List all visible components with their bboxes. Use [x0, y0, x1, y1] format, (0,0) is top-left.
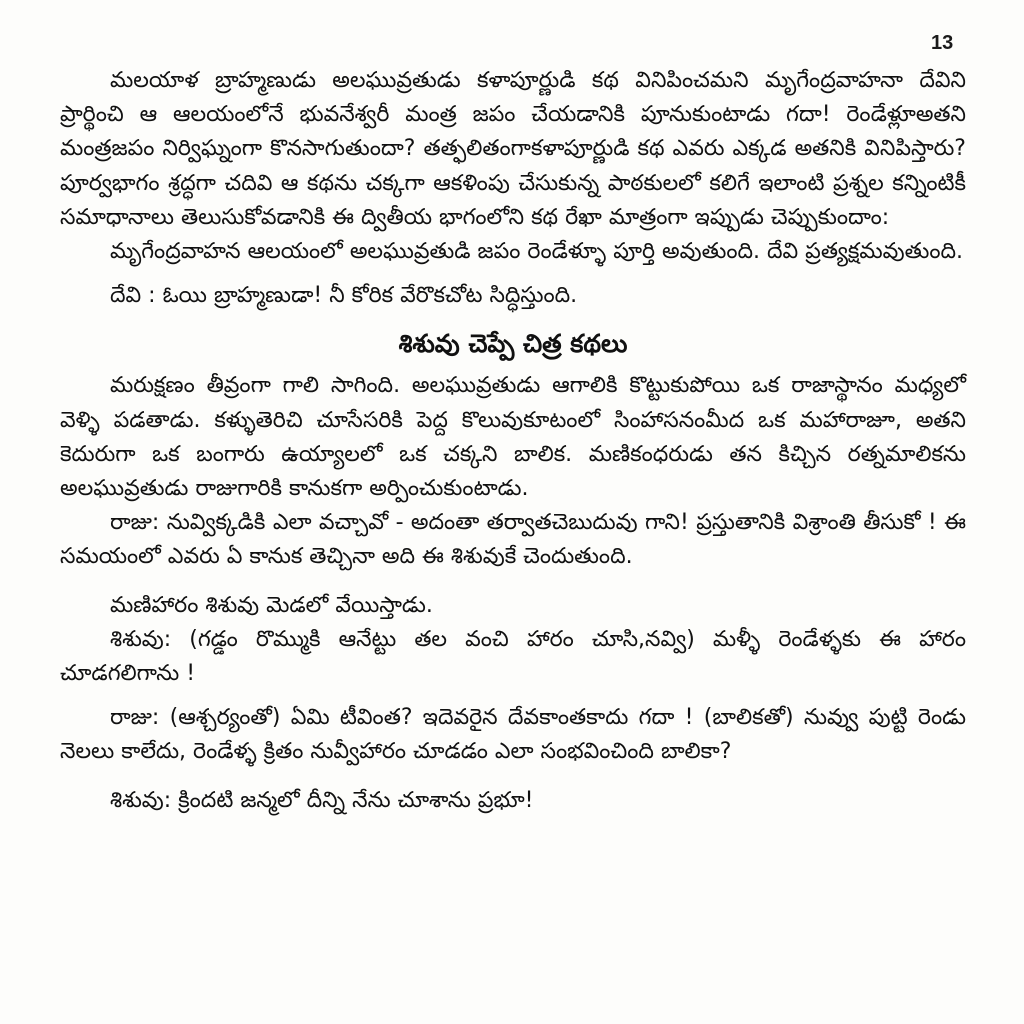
- paragraph-necklace: మణిహారం శిశువు మెడలో వేయిస్తాడు.: [110, 592, 433, 618]
- page-body: [60, 64, 966, 818]
- page-number: 13: [931, 32, 954, 54]
- section-heading: శిశువు చెప్పే చిత్ర కథలు: [398, 329, 628, 359]
- dialogue-child-2: శిశువు: క్రిందటి జన్మలో దీన్ని నేను చూశాను ప్రభూ!: [110, 787, 534, 813]
- paragraph-intro: మలయాళ బ్రాహ్మణుడు అలఘువ్రతుడు కళాపూర్ణుడి కథ వినిపించమని మృగేంద్రవాహనా దేవిని ప్రార్థించి ఆ ఆలయంలోనే భువనేశ్వరీ మంత్ర జపం చేయడానికి పూనుకుంటాడు గదా! రెండేళ్లూఅతని మంత్రజపం నిర్విఘ్నంగా కొనసాగుతుందా? తత్ఫలితంగాకళాపూర్ణుడి కథ ఎవరు ఎక్కడ అతనికి వినిపిస్తారు? పూర్వభాగం శ్రద్ధగా చదివి ఆ కథను చక్కగా ఆకళింపు చేసుకున్న పాఠకులలో కలిగే ఇలాంటి ప్రశ్నల కన్నింటికీ సమాధానాలు తెలుసుకోవడానికి ఈ ద్వితీయ భాగంలోని కథ రేఖా మాత్రంగా ఇప్పుడు చెప్పుకుందాం:: [60, 68, 966, 230]
- paragraph-japam-complete: మృగేంద్రవాహన ఆలయంలో అలఘువ్రతుడి జపం రెండేళ్ళూ పూర్తి అవుతుంది. దేవి ప్రత్యక్షమవుతుంది.: [110, 239, 964, 265]
- paragraph-royal-court: మరుక్షణం తీవ్రంగా గాలి సాగింది. అలఘువ్రతుడు ఆగాలికి కొట్టుకుపోయి ఒక రాజాస్థానం మధ్యలో వెళ్ళి పడతాడు. కళ్ళుతెరిచి చూసేసరికి పెద్ద కొలువుకూటంలో సింహాసనంమీద ఒక మహారాజూ, అతని కెదురుగా ఒక బంగారు ఉయ్యాలలో ఒక చక్కని బాలిక. మణికంధరుడు తన కిచ్చిన రత్నమాలికను అలఘువ్రతుడు రాజుగారికి కానుకగా అర్పించుకుంటాడు.: [60, 373, 966, 502]
- dialogue-child-1: శిశువు: (గడ్డం రొమ్ముకి ఆనేట్టు తల వంచి హారం చూసి,నవ్వి) మళ్ళీ రెండేళ్ళకు ఈ హారం చూడగలిగాను !: [60, 626, 966, 687]
- dialogue-king-1: రాజు: నువ్విక్కడికి ఎలా వచ్చావో - అదంతా తర్వాతచెబుదువు గాని! ప్రస్తుతానికి విశ్రాంతి తీసుకో ! ఈ సమయంలో ఎవరు ఏ కానుక తెచ్చినా అది ఈ శిశువుకే చెందుతుంది.: [60, 510, 966, 570]
- dialogue-devi: దేవి : ఓయి బ్రాహ్మణుడా! నీ కోరిక వేరొకచోట సిద్ధిస్తుంది.: [110, 283, 578, 309]
- dialogue-king-2: రాజు: (ఆశ్చర్యంతో) ఏమి టీవింత? ఇదెవరైన దేవకాంతకాదు గదా ! (బాలికతో) నువ్వు పుట్టి రెండు నెలలు కాలేదు, రెండేళ్ళ క్రితం నువ్వీహారం చూడడం ఎలా సంభవించింది బాలికా?: [60, 705, 966, 765]
